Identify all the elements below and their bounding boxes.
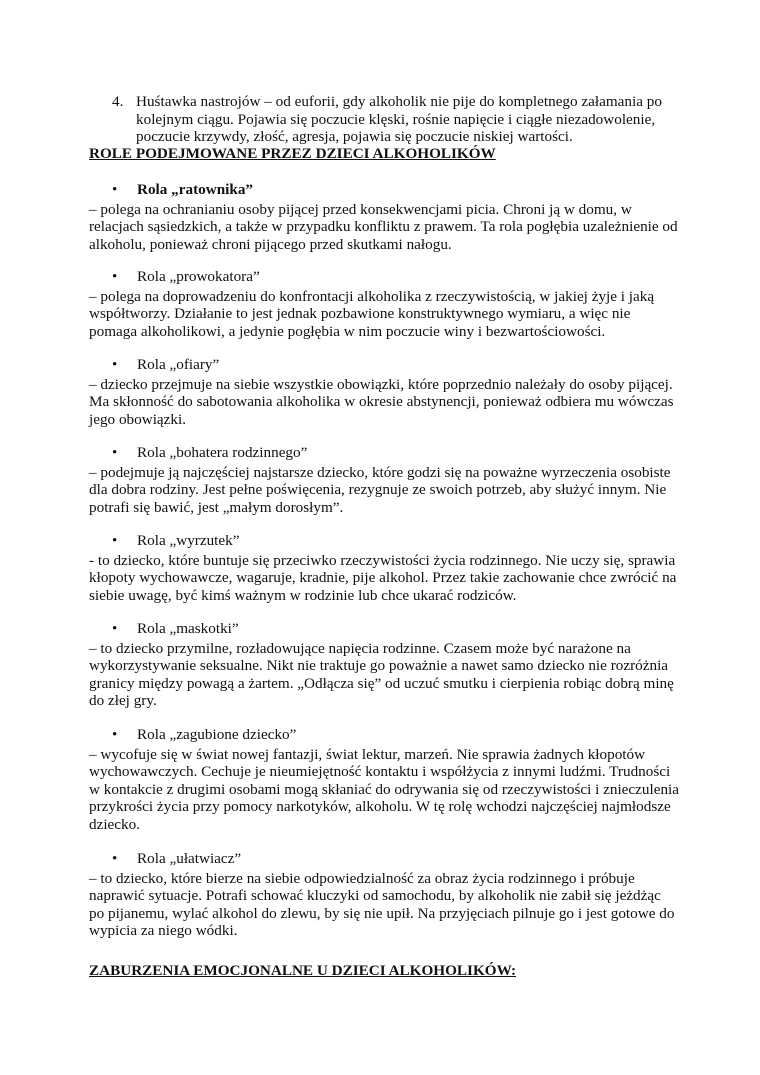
bullet-icon: • bbox=[112, 268, 118, 285]
bullet-icon: • bbox=[112, 356, 118, 373]
role-description: – to dziecko, które bierze na siebie odpowiedzialność za obraz życia rodzinnego i próbuje naprawić sytuacje. Potrafi schować kluczyki od samochodu, by alkoholik nie zabił się jeżdżąc po pijanemu, wylać alkohol do zlewu, by się nie upił. Na przyjęciach pilnuje go i jest gotowe do wypicia za niego wódki. bbox=[89, 869, 675, 940]
role-title: Rola „maskotki” bbox=[137, 620, 239, 637]
role-description: – polega na doprowadzeniu do konfrontacji alkoholika z rzeczywistością, w jakiej żyje i jaką współtworzy. Działanie to jest jednak pozbawione konstruktywnego wymiaru, a więc nie pomaga alkoholikowi, a jedynie pogłębia w nim poczucie winy i bezwartościowości. bbox=[89, 287, 655, 340]
role-title: Rola „ratownika” bbox=[137, 181, 254, 198]
role-title: Rola „wyrzutek” bbox=[137, 532, 240, 549]
role-title: Rola „zagubione dziecko” bbox=[137, 726, 297, 743]
role-description: – podejmuje ją najczęściej najstarsze dziecko, które godzi się na poważne wyrzeczenia osobiste dla dobra rodziny. Jest pełne poświęcenia, rezygnuje ze swoich potrzeb, aby służyć innym. Nie potrafi się bawić, jest „małym dorosłym”. bbox=[89, 463, 671, 516]
role-ratownik bbox=[89, 181, 679, 253]
role-description: – wycofuje się w świat nowej fantazji, świat lektur, marzeń. Nie sprawia żadnych kłopotów wychowawczych. Cechuje je nieumiejętność kontaktu i współżycia z innymi ludźmi. Trudności w kontakcie z drugimi osobami mogą skłaniać do odrywania się od rzeczywistości i znieczulenia przykrości życia przy pomocy narkotyków, alkoholu. W tę rolę wchodzi najczęściej najmłodsze dziecko. bbox=[89, 745, 680, 833]
bullet-icon: • bbox=[112, 726, 118, 743]
bullet-icon: • bbox=[112, 181, 118, 198]
section-heading-emotional: ZABURZENIA EMOCJONALNE U DZIECI ALKOHOLIKÓW: bbox=[89, 962, 517, 979]
role-title: Rola „bohatera rodzinnego” bbox=[137, 444, 308, 461]
role-ofiara bbox=[89, 356, 679, 428]
list-number: 4. bbox=[112, 93, 124, 110]
role-description: – to dziecko przymilne, rozładowujące napięcia rodzinne. Czasem może być narażone na wykorzystywanie seksualne. Nikt nie traktuje go poważnie a nawet samo dziecko nie rozróżnia granicy między powagą a żartem. „Odłącza się” od uczuć smutku i cierpienia robiąc dobrą minę do złej gry. bbox=[89, 639, 674, 710]
role-maskotka bbox=[89, 620, 679, 710]
section-heading-roles: ROLE PODEJMOWANE PRZEZ DZIECI ALKOHOLIKÓW bbox=[89, 145, 496, 162]
list-item-text: Huśtawka nastrojów – od euforii, gdy alkoholik nie pije do kompletnego załamania po kolejnym ciągu. Pojawia się poczucie klęski, rośnie napięcie i ciągłe niezadowolenie, poczucie krzywdy, złość, agresja, pojawia się poczucie niskiej wartości. bbox=[136, 93, 662, 146]
role-wyrzutek bbox=[89, 532, 679, 604]
role-bohater-rodzinny bbox=[89, 444, 679, 516]
role-zagubione-dziecko bbox=[89, 726, 679, 834]
numbered-list-item bbox=[112, 93, 682, 146]
role-title: Rola „ułatwiacz” bbox=[137, 850, 242, 867]
role-title: Rola „ofiary” bbox=[137, 356, 220, 373]
bullet-icon: • bbox=[112, 850, 118, 867]
role-description: – dziecko przejmuje na siebie wszystkie obowiązki, które poprzednio należały do osoby pijącej. Ma skłonność do sabotowania alkoholika w okresie abstynencji, ponieważ odbiera mu wówczas jego obowiązki. bbox=[89, 375, 674, 428]
role-description: – polega na ochranianiu osoby pijącej przed konsekwencjami picia. Chroni ją w domu, w relacjach sąsiedzkich, a także w przypadku konfliktu z prawem. Ta rola pogłębia uzależnienie od alkoholu, ponieważ chroni pijącego przed skutkami nałogu. bbox=[89, 200, 678, 253]
bullet-icon: • bbox=[112, 620, 118, 637]
bullet-icon: • bbox=[112, 444, 118, 461]
role-prowokator bbox=[89, 268, 679, 340]
role-description: - to dziecko, które buntuje się przeciwko rzeczywistości życia rodzinnego. Nie uczy się, sprawia kłopoty wychowawcze, wagaruje, kradnie, pije alkohol. Przez takie zachowanie chce zwrócić na siebie uwagę, być kimś ważnym w rodzinie lub chce ukarać rodziców. bbox=[89, 551, 677, 604]
role-ulatwiacz bbox=[89, 850, 679, 940]
bullet-icon: • bbox=[112, 532, 118, 549]
role-title: Rola „prowokatora” bbox=[137, 268, 260, 285]
